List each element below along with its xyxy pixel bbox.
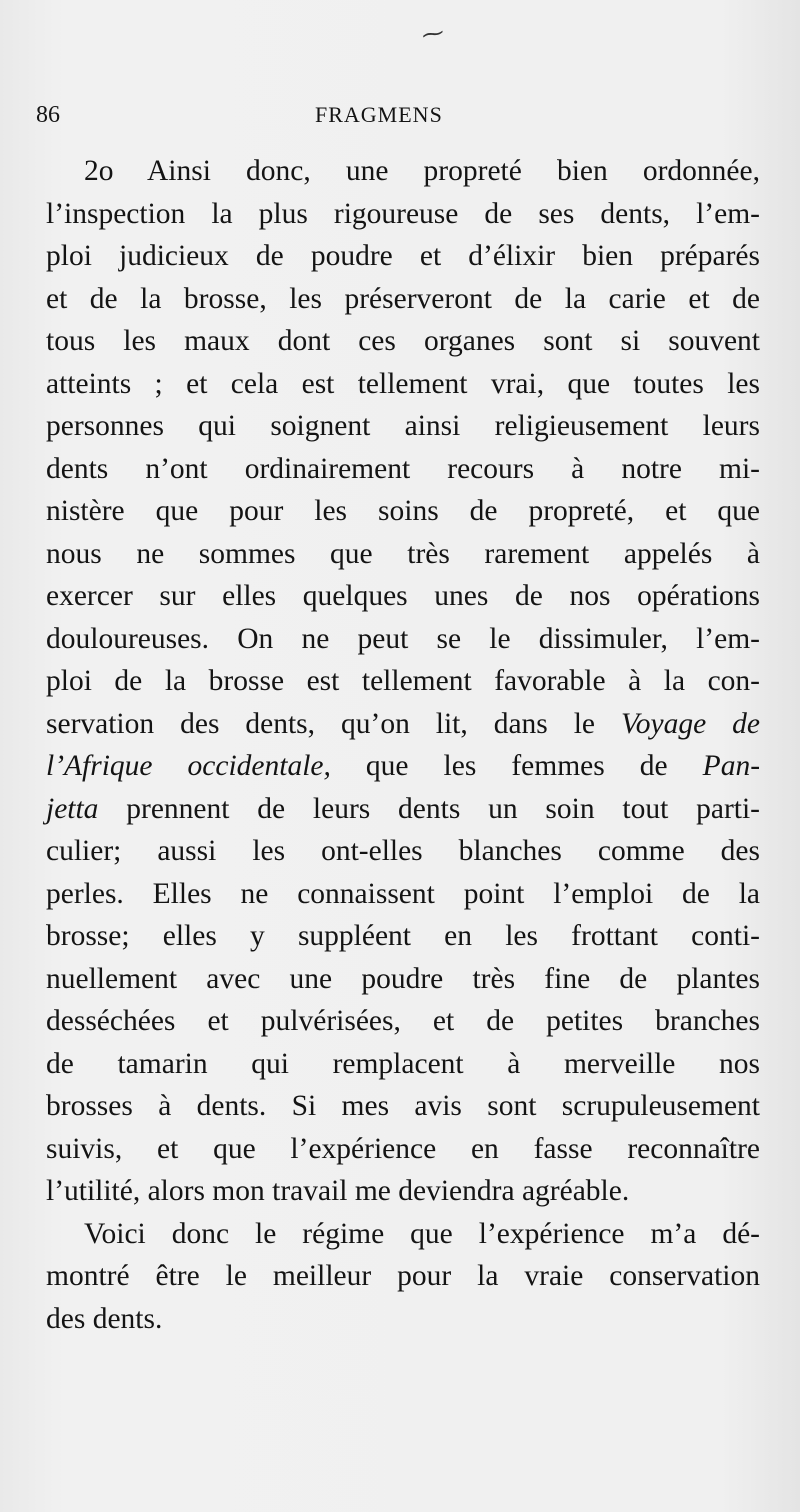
page-header [0,102,800,134]
text-line: personnes qui soignent ainsi religieusement leurs [46,410,760,442]
text-line: atteints ; et cela est tellement vrai, que toutes les [46,367,760,400]
page-number: 86 [36,102,60,128]
italic-title: l’Afrique occidentale, [46,750,331,782]
italic-place-name: jetta [46,792,99,825]
text-line [46,788,760,831]
italic-title: Voyage de [621,707,760,740]
text-line: des dents. [46,1302,163,1335]
text-line: 2o Ainsi donc, une propreté bien ordonnée, [84,155,760,187]
text-line: ploi judicieux de poudre et d’élixir bien préparés [46,240,760,272]
text-line: montré être le meilleur pour la vraie conservation [46,1260,760,1292]
text-line: douloureuses. On ne peut se le dissimuler, l’em- [46,622,760,655]
text-line: ploi de la brosse est tellement favorable à la con- [46,665,760,697]
text-segment: prennent de leurs dents un soin tout parti- [98,792,760,825]
text-line: brosses à dents. Si mes avis sont scrupuleusement [46,1090,760,1122]
text-line: culier; aussi les ont-elles blanches comme des [46,835,760,867]
text-segment: que les femmes de [330,750,703,782]
text-segment: servation des dents, qu’on lit, dans le [46,707,621,740]
text-line: nous ne sommes que très rarement appelés à [46,537,760,570]
text-line: dents n’ont ordinairement recours à notre mi- [46,452,760,485]
text-line: tous les maux dont ces organes sont si souvent [46,325,760,357]
text-line: nuellement avec une poudre très fine de plantes [46,962,760,995]
text-line: desséchées et pulvérisées, et de petites branches [46,1005,760,1037]
text-line: Voici donc le régime que l’expérience m’a dé- [84,1217,760,1250]
text-line: brosse; elles y suppléent en les frottant conti- [46,920,760,952]
ink-mark: ⁓ [419,20,447,49]
text-line: exercer sur elles quelques unes de nos opérations [46,580,760,612]
text-line [46,703,760,746]
body-text [46,150,760,1340]
text-line: et de la brosse, les préserveront de la carie et de [46,282,760,315]
text-line: suivis, et que l’expérience en fasse reconnaître [46,1132,760,1165]
text-line: perles. Elles ne connaissent point l’emploi de la [46,877,760,910]
text-line: de tamarin qui remplacent à merveille nos [46,1047,760,1080]
text-line [46,745,760,788]
running-head: FRAGMENS [315,102,443,127]
text-line: l’inspection la plus rigoureuse de ses dents, l’em- [46,197,760,230]
text-line: nistère que pour les soins de propreté, et que [46,495,760,527]
italic-place-name: Pan- [702,750,761,782]
text-line: l’utilité, alors mon travail me deviendra agréable. [46,1175,630,1207]
